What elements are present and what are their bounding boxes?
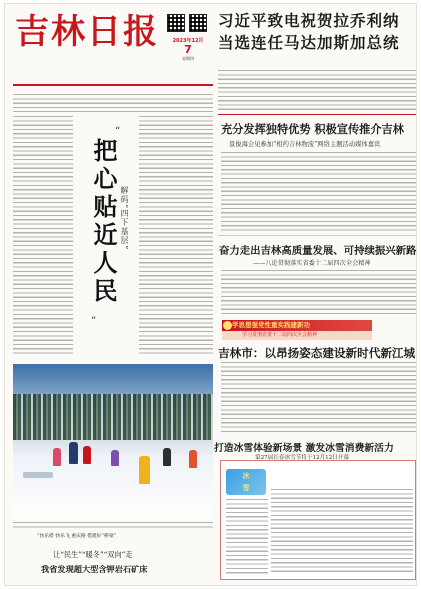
newspaper-page (4, 3, 417, 586)
logo-top: 冰 (242, 472, 250, 480)
lower-left-headline-3[interactable]: 我省发现超大型含钾岩石矿床 (41, 564, 148, 574)
commentary-body-right (139, 116, 213, 354)
section-divider (218, 114, 416, 115)
ski-resort-photo[interactable] (13, 364, 213, 519)
lower-left-headline-2[interactable]: 让“民生”“暖冬”“双向”走 (53, 550, 133, 559)
jilin-city-headline[interactable]: 吉林市：以昂扬姿态建设新时代新江城 (218, 346, 416, 360)
snow-ramp (23, 472, 53, 478)
commentary-subtitle: 解码“四下基层” (120, 186, 129, 251)
ice-snow-feature[interactable] (220, 460, 416, 580)
commentary-headline-box[interactable] (75, 116, 137, 354)
masthead-divider (13, 84, 213, 86)
ice-snow-body-left (226, 499, 268, 575)
banner-bottom: 学习贯彻省委十二届四次全会精神 (222, 331, 372, 340)
date-weekday: 星期四 (182, 56, 194, 61)
lead-headline-line1[interactable]: 习近平致电祝贺拉乔利纳 (218, 11, 400, 30)
photo-forest (13, 394, 213, 440)
lower-left-headline-1[interactable]: “快乐搭 快乐飞 重庆路 搭建好“桥梁” (37, 534, 117, 539)
skier-figure (111, 450, 119, 466)
lead-headline-line2[interactable]: 当选连任马达加斯加总统 (218, 33, 400, 52)
quote-mark-close: ” (91, 316, 97, 327)
commentary-body-left (13, 116, 73, 354)
promote-body (221, 152, 416, 232)
jilin-city-body (221, 362, 416, 432)
ice-snow-logo (226, 469, 266, 495)
divider (218, 235, 416, 236)
theme-banner (222, 320, 404, 342)
skier-figure (189, 450, 197, 468)
qr-code-icon (167, 14, 185, 32)
striving-subtitle: ——八论贯彻落实省委十二届四次全会精神 (253, 260, 371, 267)
skier-figure (83, 446, 91, 464)
ice-snow-subtitle: 第27届长春冰雪节将于12月12日开幕 (255, 455, 350, 461)
date-day: 7 (184, 43, 192, 56)
commentary-headline: 把心贴近人民 (89, 138, 118, 306)
striving-body (221, 270, 416, 316)
skier-figure (163, 448, 171, 466)
promote-headline[interactable]: 充分发挥独特优势 积极宣传推介吉林 (221, 122, 404, 136)
date-year: 2023年12月 (172, 38, 204, 44)
skier-figure (53, 448, 61, 466)
logo-bottom: 雪 (242, 484, 250, 492)
photo-caption (13, 522, 213, 528)
ice-snow-headline[interactable]: 打造冰雪体验新场景 激发冰雪消费新活力 (214, 443, 394, 454)
promote-subtitle: 景俊海会见参加“相约吉林物流”网络主题活动媒体嘉宾 (229, 141, 381, 148)
left-top-body (13, 94, 213, 112)
skier-figure (139, 456, 150, 484)
issue-date (168, 37, 208, 62)
qr-code-icon (189, 14, 207, 32)
party-emblem-icon (223, 321, 232, 330)
ice-snow-body (271, 489, 413, 575)
skier-figure (69, 442, 78, 464)
striving-headline[interactable]: 奋力走出吉林高质量发展、可持续振兴新路 (219, 245, 417, 257)
quote-mark-open: “ (115, 126, 121, 137)
lead-story-body (218, 70, 416, 110)
masthead-logo: 吉林日报 (15, 12, 159, 52)
banner-top: 学思想强党性重实践建新功 (222, 320, 372, 331)
